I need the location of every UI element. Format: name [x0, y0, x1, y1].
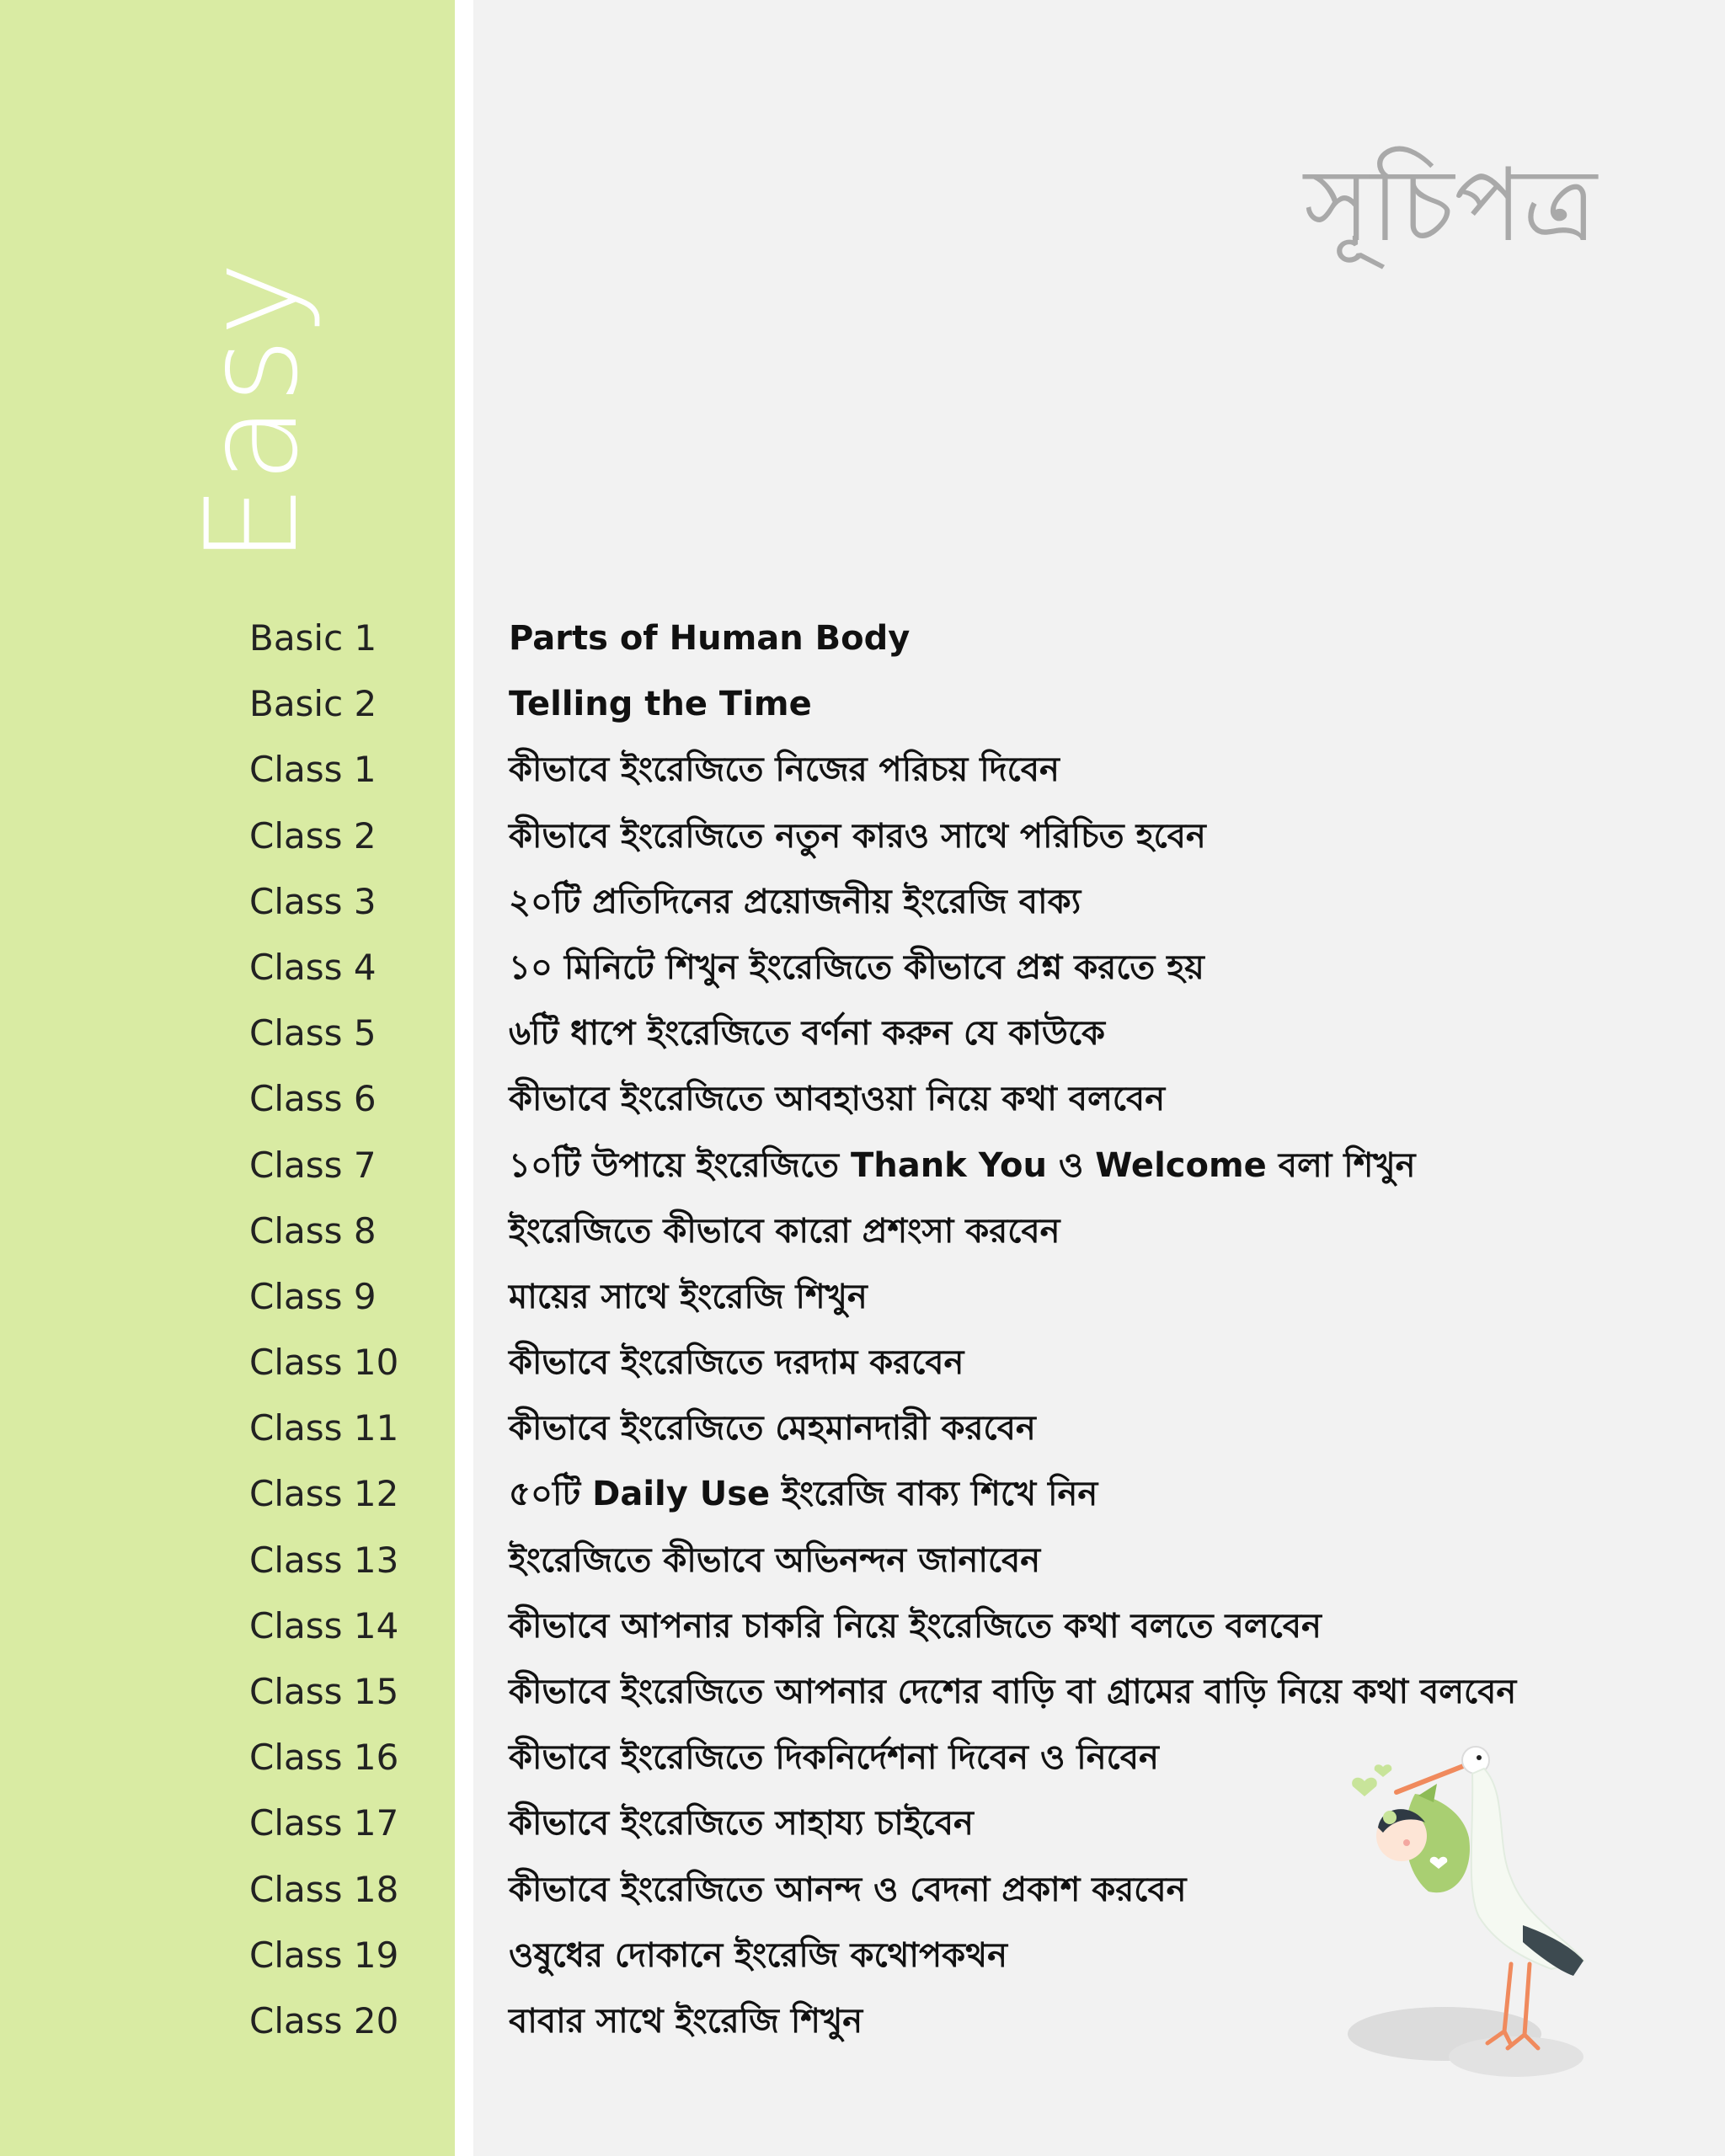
- toc-row[interactable]: [0, 736, 1725, 802]
- toc-row[interactable]: [0, 670, 1725, 736]
- toc-topic: কীভাবে ইংরেজিতে সাহায্য চাইবেন: [509, 1804, 974, 1844]
- toc-topic: কীভাবে ইংরেজিতে মেহমানদারী করবেন: [509, 1409, 1036, 1449]
- toc-topic: ১০টি উপায়ে ইংরেজিতে Thank You ও Welcome বলা শিখুন: [509, 1145, 1416, 1185]
- toc-class-label: Class 17: [249, 1802, 399, 1844]
- toc-class-label: Class 2: [249, 814, 377, 857]
- toc-class-label: Basic 1: [249, 617, 377, 659]
- level-title: Easy: [179, 259, 326, 564]
- toc-topic: কীভাবে আপনার চাকরি নিয়ে ইংরেজিতে কথা বলতে বলবেন: [509, 1606, 1322, 1646]
- toc-topic: কীভাবে ইংরেজিতে দরদাম করবেন: [509, 1343, 964, 1383]
- toc-row[interactable]: [0, 803, 1725, 868]
- toc-row[interactable]: [0, 868, 1725, 934]
- toc-topic: কীভাবে ইংরেজিতে আবহাওয়া নিয়ে কথা বলবেন: [509, 1080, 1166, 1119]
- toc-topic: মায়ের সাথে ইংরেজি শিখুন: [509, 1277, 868, 1316]
- toc-topic: ১০ মিনিটে শিখুন ইংরেজিতে কীভাবে প্রশ্ন করতে হয়: [509, 947, 1204, 987]
- toc-topic: কীভাবে ইংরেজিতে আনন্দ ও বেদনা প্রকাশ করবেন: [509, 1870, 1187, 1909]
- toc-class-label: Class 13: [249, 1539, 399, 1581]
- toc-class-label: Class 18: [249, 1868, 399, 1910]
- toc-topic: ইংরেজিতে কীভাবে অভিনন্দন জানাবেন: [509, 1540, 1041, 1580]
- toc-topic: ইংরেজিতে কীভাবে কারো প্রশংসা করবেন: [509, 1211, 1060, 1251]
- toc-topic: কীভাবে ইংরেজিতে আপনার দেশের বাড়ি বা গ্রামের বাড়ি নিয়ে কথা বলবেন: [509, 1673, 1517, 1711]
- toc-class-label: Class 19: [249, 1934, 399, 1976]
- toc-row[interactable]: [0, 1527, 1725, 1593]
- toc-row[interactable]: [0, 605, 1725, 670]
- toc-topic: ৫০টি Daily Use ইংরেজি বাক্য শিখে নিন: [509, 1475, 1098, 1514]
- toc-topic: Telling the Time: [509, 685, 812, 724]
- toc-class-label: Class 3: [249, 880, 377, 922]
- stork-carrying-baby-icon: [1331, 1743, 1617, 2080]
- toc-row[interactable]: [0, 1132, 1725, 1198]
- page-title: সূচিপত্র: [1304, 147, 1597, 264]
- toc-row[interactable]: [0, 934, 1725, 1000]
- toc-class-label: Class 4: [249, 946, 377, 988]
- toc-topic: বাবার সাথে ইংরেজি শিখুন: [509, 2001, 863, 2041]
- toc-class-label: Class 20: [249, 1999, 399, 2041]
- toc-topic: ২০টি প্রতিদিনের প্রয়োজনীয় ইংরেজি বাক্য: [509, 882, 1081, 921]
- toc-class-label: Class 8: [249, 1209, 377, 1251]
- toc-row[interactable]: [0, 1000, 1725, 1065]
- toc-class-label: Class 5: [249, 1012, 377, 1054]
- toc-row[interactable]: [0, 1658, 1725, 1724]
- toc-topic: ৬টি ধাপে ইংরেজিতে বর্ণনা করুন যে কাউকে: [509, 1014, 1106, 1054]
- toc-topic: কীভাবে ইংরেজিতে নতুন কারও সাথে পরিচিত হবেন: [509, 816, 1206, 856]
- toc-row[interactable]: [0, 1593, 1725, 1658]
- toc-class-label: Class 15: [249, 1671, 399, 1712]
- toc-class-label: Class 7: [249, 1144, 377, 1186]
- toc-topic: কীভাবে ইংরেজিতে দিকনির্দেশনা দিবেন ও নিবেন: [509, 1738, 1159, 1778]
- toc-row[interactable]: [0, 1329, 1725, 1395]
- toc-class-label: Class 16: [249, 1737, 399, 1779]
- toc-row[interactable]: [0, 1198, 1725, 1263]
- toc-topic: Parts of Human Body: [509, 619, 911, 658]
- toc-class-label: Class 1: [249, 749, 377, 791]
- toc-topic: কীভাবে ইংরেজিতে নিজের পরিচয় দিবেন: [509, 750, 1060, 790]
- toc-topic: ওষুধের দোকানে ইংরেজি কথোপকথন: [509, 1935, 1007, 1975]
- toc-class-label: Class 9: [249, 1275, 377, 1317]
- toc-row[interactable]: [0, 1065, 1725, 1131]
- toc-class-label: Class 11: [249, 1407, 399, 1449]
- toc-row[interactable]: [0, 1460, 1725, 1526]
- toc-row[interactable]: [0, 1263, 1725, 1329]
- toc-class-label: Class 6: [249, 1078, 377, 1120]
- toc-class-label: Class 14: [249, 1604, 399, 1646]
- toc-row[interactable]: [0, 1395, 1725, 1460]
- toc-class-label: Class 10: [249, 1342, 399, 1384]
- toc-class-label: Basic 2: [249, 683, 377, 725]
- toc-class-label: Class 12: [249, 1473, 399, 1515]
